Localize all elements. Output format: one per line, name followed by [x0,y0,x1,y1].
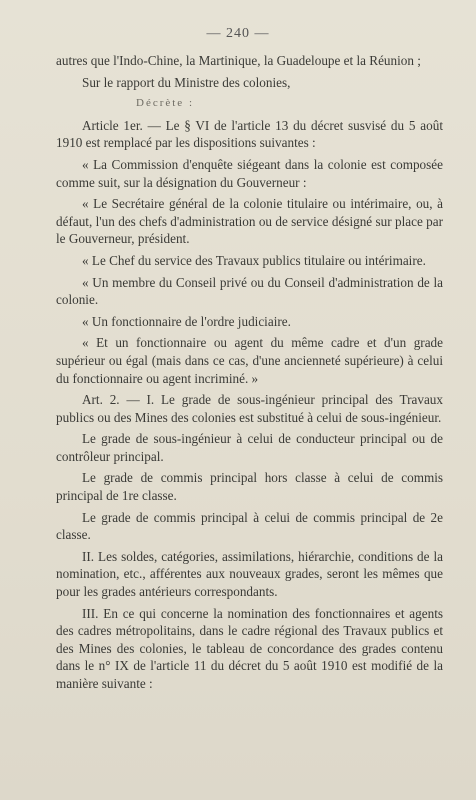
paragraph-commission: « La Commission d'enquête siégeant dans la colonie est composée comme suit, sur la désignation du Gouverneur : [56,156,443,190]
page-number: — 240 — [206,26,270,41]
paragraph-secretaire: « Le Secrétaire général de la colonie titulaire ou intérimaire, ou, à défaut, l'un des chefs d'administration ou de service désigné sur place par le Gouverneur, président. [56,196,443,247]
paragraph-membre-conseil: « Un membre du Conseil privé ou du Conseil d'administration de la colonie. [56,274,443,308]
paragraph-fonctionnaire-agent: « Et un fonctionnaire ou agent du même cadre et d'un grade supérieur ou égal (mais dans ce cas, d'une ancienneté supérieure) à celui du fonctionnaire ou agent incriminé. » [56,335,443,386]
paragraph-rapport: Sur le rapport du Ministre des colonies, [82,74,291,90]
paragraph-fonctionnaire-judiciaire: « Un fonctionnaire de l'ordre judiciaire. [82,313,291,329]
paragraph-intro-continuation: autres que l'Indo-Chine, la Martinique, la Guadeloupe et la Réunion ; [56,53,421,68]
paragraph-grade-commis-principal: Le grade de commis principal à celui de commis principal de 2e classe. [56,509,443,543]
paragraph-chef-service: « Le Chef du service des Travaux publics titulaire ou intérimaire. [82,252,426,268]
paragraph-nomination: III. En ce qui concerne la nomination des fonctionnaires et agents des cadres métropolitains, dans le cadre régional des Travaux publics et des Mines des colonies, le tableau de concordance des grades contenu dans le n° IX de l'article 11 du décret du 5 août 1910 est modifié de la manière suivante : [56,605,443,691]
page-body [56,52,443,697]
decrete-heading: Décrète : [136,97,194,110]
paragraph-article-2: Art. 2. — I. Le grade de sous-ingénieur principal des Travaux publics ou des Mines des colonies est substitué à celui de sous-ingénieur. [56,392,443,425]
paragraph-grade-commis-hors-classe: Le grade de commis principal hors classe à celui de commis principal de 1re classe. [56,470,443,504]
paragraph-soldes: II. Les soldes, catégories, assimilations, hiérarchie, conditions de la nomination, etc., afférentes aux nouveaux grades, seront les mêmes que pour les grades antérieurs correspondants. [56,548,443,600]
paragraph-article-1: Article 1er. — Le § VI de l'article 13 du décret susvisé du 5 août 1910 est remplacé par les dispositions suivantes : [56,117,443,151]
paragraph-grade-sous-ingenieur: Le grade de sous-ingénieur à celui de conducteur principal ou de contrôleur principal. [56,431,443,464]
